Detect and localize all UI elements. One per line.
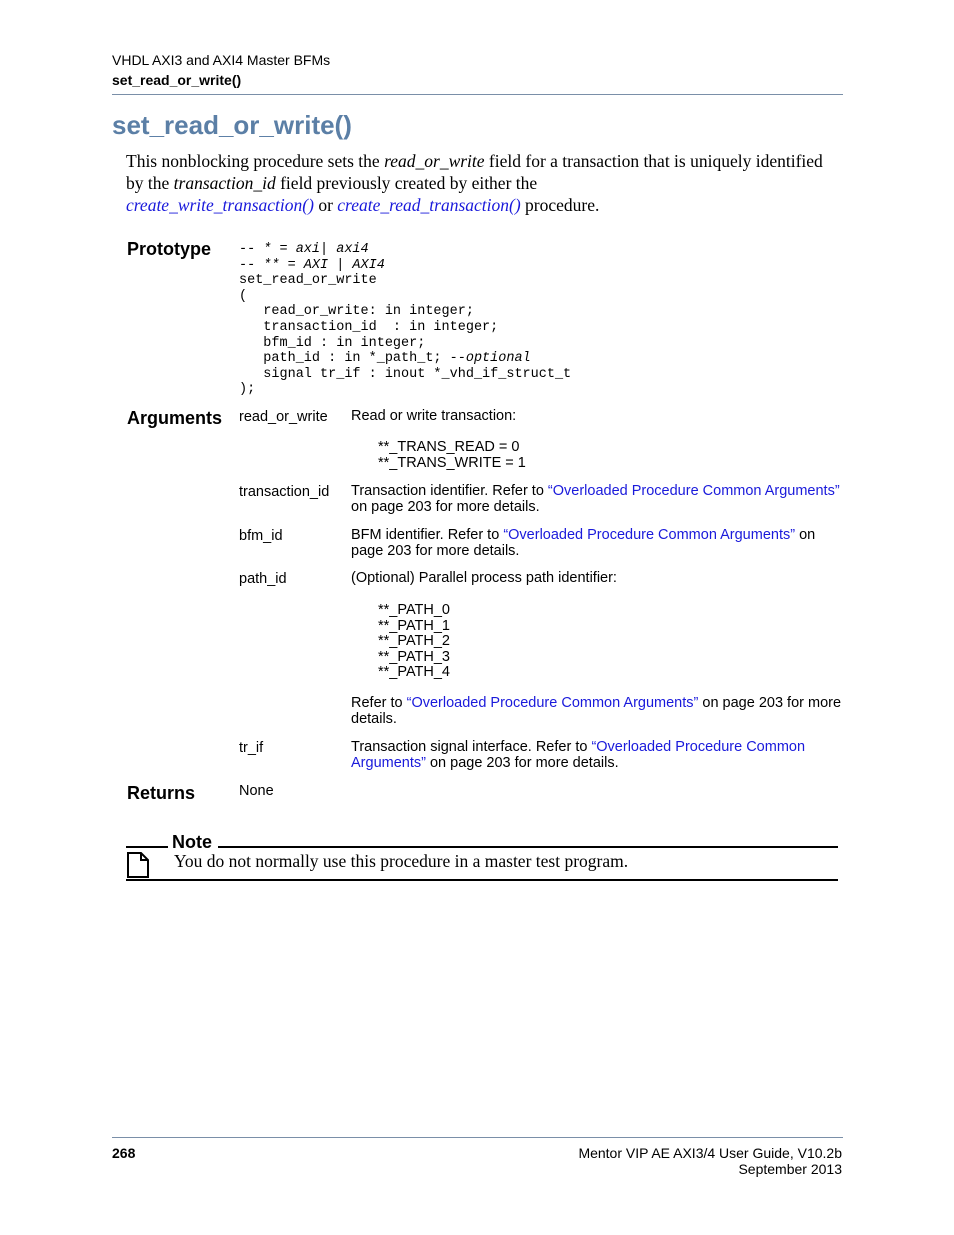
footer-info [578, 1145, 842, 1177]
code-line: signal tr_if : inout *_vhd_if_struct_t [239, 366, 572, 382]
intro-text: procedure. [520, 195, 600, 215]
overloaded-args-link[interactable]: “Overloaded Procedure Common Arguments” [547, 483, 840, 499]
intro-text: field for a transaction that is uniquely identified by the [126, 151, 823, 193]
returns-value: None [239, 783, 274, 799]
intro-text: This nonblocking procedure sets the [126, 151, 385, 171]
footer-guide-title: Mentor VIP AE AXI3/4 User Guide, V10.2b [578, 1145, 842, 1161]
arg-desc-transaction-id [351, 484, 846, 515]
list-item: **_PATH_0 [378, 602, 450, 618]
overloaded-args-link[interactable]: “Overloaded Procedure Common Arguments” [351, 739, 806, 771]
footer-rule [112, 1137, 843, 1138]
arg-desc-text: on page 203 for more details. [425, 754, 619, 771]
returns-label: Returns [127, 783, 196, 803]
list-item: **_TRANS_WRITE = 1 [378, 454, 526, 471]
arg-desc-text: Transaction signal interface. Refer to [351, 739, 592, 755]
running-header-chapter: VHDL AXI3 and AXI4 Master BFMs [112, 52, 331, 68]
footer-date: September 2013 [738, 1161, 842, 1177]
note-rule-left [126, 846, 168, 848]
intro-field-read-or-write: read_or_write [384, 151, 485, 171]
arg-desc-text: on page 203 for more details. [351, 695, 842, 727]
note-label: Note [172, 832, 212, 852]
overloaded-args-link[interactable]: “Overloaded Procedure Common Arguments” [503, 527, 796, 543]
arg-desc-text: on page 203 for more details. [351, 498, 540, 515]
arg-name-tr-if: tr_if [239, 740, 264, 756]
prototype-label: Prototype [127, 239, 212, 259]
arg-desc-text: Transaction identifier. Refer to [351, 483, 548, 499]
overloaded-args-link[interactable]: “Overloaded Procedure Common Arguments” [406, 695, 699, 711]
arg-desc-tr-if [351, 740, 846, 771]
code-line: read_or_write: in integer; [239, 304, 474, 320]
list-item: **_PATH_4 [378, 664, 450, 681]
arg-desc-path-id: (Optional) Parallel process path identifier: [351, 570, 617, 586]
create-write-transaction-link[interactable]: create_write_transaction() [126, 195, 314, 215]
code-comment-line: -- * = axi| axi4 [239, 242, 369, 257]
path-id-values [378, 603, 450, 681]
intro-field-transaction-id: transaction_id [173, 173, 276, 193]
prototype-code [239, 242, 571, 398]
intro-text: field previously created by either the [275, 173, 538, 193]
arg-desc-text: on page 203 for more details. [351, 527, 816, 559]
running-header-section: set_read_or_write() [112, 72, 242, 88]
intro-text: or [313, 195, 338, 215]
page-title: set_read_or_write() [112, 110, 352, 140]
arg-name-transaction-id: transaction_id [239, 484, 330, 500]
code-optional-comment: optional [465, 351, 531, 367]
note-text: You do not normally use this procedure in a master test program. [174, 851, 629, 871]
arguments-label: Arguments [127, 408, 223, 428]
arg-desc-path-id-refer [351, 696, 846, 727]
code-line: set_read_or_write [239, 273, 377, 289]
list-item: **_PATH_1 [378, 617, 450, 634]
create-read-transaction-link[interactable]: create_read_transaction() [337, 195, 521, 215]
arg-desc-read-or-write: Read or write transaction: [351, 408, 517, 424]
arg-name-path-id: path_id [239, 571, 287, 587]
arg-name-bfm-id: bfm_id [239, 528, 283, 544]
list-item: **_PATH_3 [378, 648, 450, 665]
read-or-write-values [378, 440, 526, 471]
list-item: **_PATH_2 [378, 633, 450, 650]
arg-desc-bfm-id [351, 528, 846, 559]
list-item: **_TRANS_READ = 0 [378, 439, 520, 455]
intro-paragraph [126, 150, 826, 216]
code-line: transaction_id : in integer; [239, 319, 499, 335]
header-rule [112, 94, 843, 95]
page-number: 268 [112, 1145, 136, 1161]
code-line: ( [239, 288, 248, 304]
arg-desc-text: Refer to [351, 695, 407, 711]
arg-name-read-or-write: read_or_write [239, 409, 328, 425]
code-line: bfm_id : in integer; [239, 335, 426, 351]
code-comment-line: -- ** = AXI | AXI4 [239, 257, 385, 273]
code-line: ); [239, 382, 256, 398]
note-rule-right [218, 846, 838, 848]
code-line: path_id : in *_path_t; -- [239, 351, 466, 367]
arg-desc-text: BFM identifier. Refer to [351, 527, 504, 543]
note-rule-bottom [126, 879, 838, 881]
